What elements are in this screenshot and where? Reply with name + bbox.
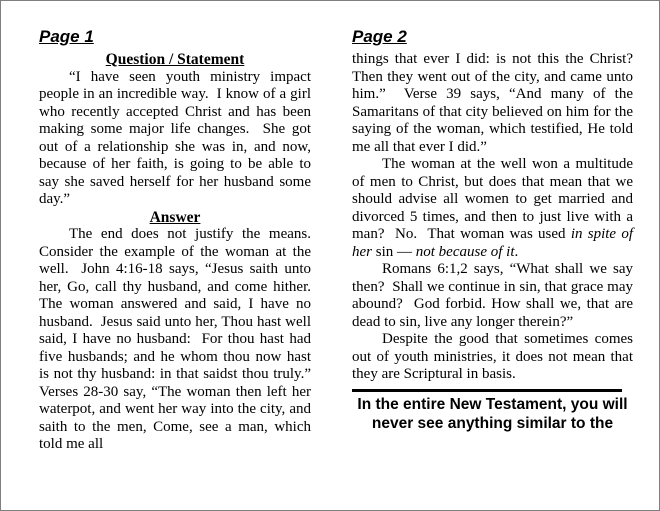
callout-line-1: In the entire New Testament, you will — [357, 395, 628, 413]
callout-line-2: never see anything similar to the — [371, 415, 614, 432]
page2-paragraph-2-run-before: The woman at the well won a multitude of men to Christ, but does that mean that we should advise all women to get married and divorced 5 times, and then to just live with a man? No. That woman was used — [352, 156, 637, 242]
page1-column — [39, 27, 319, 510]
page2-paragraph-4: Despite the good that sometimes comes out of youth ministries, it does not mean that they are Scriptural in basis. — [352, 331, 637, 382]
page2-paragraph-2-run-after: . — [514, 243, 519, 260]
answer-heading: Answer — [149, 208, 201, 226]
page2-column — [352, 27, 641, 510]
page2-paragraph-1: things that ever I did: is not this the Christ? Then they went out of the city, and came unto him.” Verse 39 says, “And many of the Samaritans of that city believed on him for the saying of the woman, which testified, He told me all that ever I did.” — [352, 51, 641, 155]
question-statement-heading: Question / Statement — [105, 51, 245, 68]
page1-paragraph-1: “I have seen youth ministry impact people in an incredible way. I know of a girl who recently accepted Christ and has been making some major life changes. She got out of a relationship she was in, and now, because of her faith, is going to be able to say she saved herself for her husband some day.” — [39, 68, 315, 207]
callout-text — [352, 395, 633, 434]
divider-rule — [352, 389, 622, 392]
page2-paragraph-2-italic-not-because-of-it: not because of it — [415, 243, 515, 260]
page2-paragraph-2 — [352, 156, 637, 261]
page2-paragraph-2-italic-in-spite-of-her: in spite of her — [352, 226, 637, 260]
page2-paragraph-3: Romans 6:1,2 says, “What shall we say then? Shall we continue in sin, that grace may abound? God forbid. How shall we, that are dead to sin, live any longer therein?” — [352, 261, 637, 330]
page2-heading: Page 2 — [352, 27, 407, 46]
page2-paragraph-2-run-mid: sin — — [372, 243, 416, 260]
page1-paragraph-2: The end does not justify the means. Consider the example of the woman at the well. John 4:16-18 says, “Jesus saith unto her, Go, call thy husband, and come hither. The woman answered and said, I have no husband. Jesus said unto her, Thou hast well said, I have no husband: For thou hast had five husbands; and he whom thou now hast is not thy husband: in that saidst thou truly.” Verses 28-30 say, “The woman then left her waterpot, and went her way into the city, and saith to the men, Come, see a man, which told me all — [39, 226, 319, 452]
page1-heading: Page 1 — [39, 27, 94, 46]
